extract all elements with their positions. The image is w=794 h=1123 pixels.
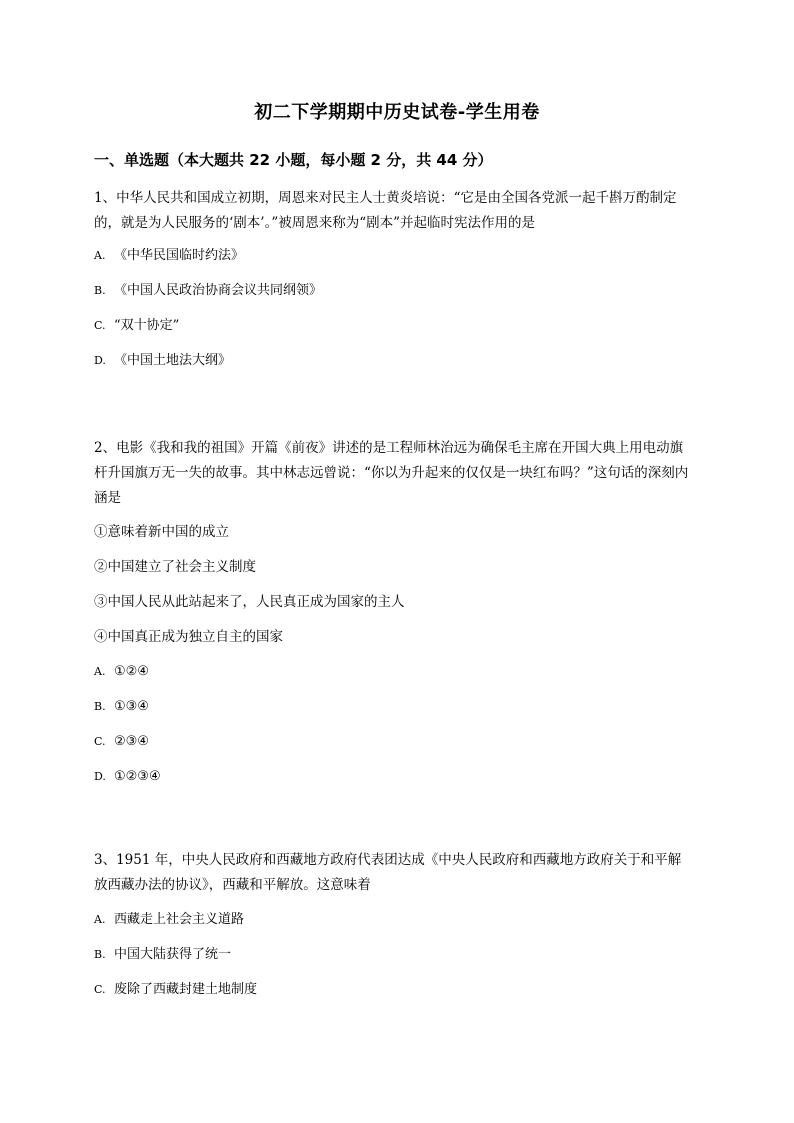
option-c: [94, 732, 704, 752]
option-text: “双十协定”: [114, 318, 180, 333]
option-text: 《中华民国临时约法》: [114, 248, 245, 263]
option-letter: D.: [94, 770, 106, 783]
option-b: [94, 945, 704, 965]
question-stem: 1、中华人民共和国成立初期，周恩来对民主人士黄炎培说：“它是由全国各党派一起千斟万酌制定的，就是为人民服务的‘剧本’。”被周恩来称为“剧本”并起临时宪法作用的是: [94, 190, 677, 231]
option-c: [94, 316, 704, 336]
statement-2: ②中国建立了社会主义制度: [94, 559, 256, 575]
option-text: ①②④: [114, 664, 149, 679]
option-letter: C.: [94, 735, 106, 748]
option-letter: B.: [94, 284, 106, 297]
question-stem: 3、1951 年，中央人民政府和西藏地方政府代表团达成《中央人民政府和西藏地方政府关于和平解放西藏办法的协议》，西藏和平解放。这意味着: [94, 852, 682, 893]
option-d: [94, 351, 704, 371]
option-text: 废除了西藏封建土地制度: [114, 982, 258, 997]
option-text: 中国大陆获得了统一: [114, 947, 232, 962]
option-letter: C.: [94, 983, 106, 996]
question-3: [94, 848, 704, 1015]
statement-3: ③中国人民从此站起来了，人民真正成为国家的主人: [94, 594, 405, 610]
section-heading: 一、单选题（本大题共 22 小题，每小题 2 分，共 44 分）: [94, 151, 493, 169]
question-2: [94, 436, 704, 802]
option-a: [94, 662, 704, 682]
options-list: [94, 910, 704, 1000]
option-a: [94, 910, 704, 930]
option-letter: D.: [94, 354, 106, 367]
option-text: 《中国土地法大纲》: [114, 353, 232, 368]
option-letter: B.: [94, 948, 106, 961]
option-letter: B.: [94, 700, 106, 713]
options-list: [94, 246, 704, 371]
option-letter: A.: [94, 665, 106, 678]
question-1: [94, 186, 704, 386]
question-stem: 2、电影《我和我的祖国》开篇《前夜》讲述的是工程师林治远为确保毛主席在开国大典上用电动旗杆升国旗万无一失的故事。其中林志远曾说：“你以为升起来的仅仅是一块红布吗？”这句话的深刻内涵是: [94, 440, 689, 506]
option-text: ①③④: [114, 699, 149, 714]
option-text: 《中国人民政治协商会议共同纲领》: [114, 283, 323, 298]
option-letter: A.: [94, 913, 106, 926]
option-d: [94, 767, 704, 787]
page-title: 初二下学期期中历史试卷-学生用卷: [254, 102, 540, 123]
option-b: [94, 697, 704, 717]
statement-1: ①意味着新中国的成立: [94, 524, 229, 540]
statements-list: [94, 522, 704, 647]
option-b: [94, 281, 704, 301]
option-letter: C.: [94, 319, 106, 332]
statement-4: ④中国真正成为独立自主的国家: [94, 629, 283, 645]
option-text: 西藏走上社会主义道路: [114, 912, 245, 927]
options-list: [94, 662, 704, 787]
option-text: ①②③④: [114, 769, 161, 784]
option-letter: A.: [94, 249, 106, 262]
option-c: [94, 980, 704, 1000]
option-a: [94, 246, 704, 266]
option-text: ②③④: [114, 734, 149, 749]
